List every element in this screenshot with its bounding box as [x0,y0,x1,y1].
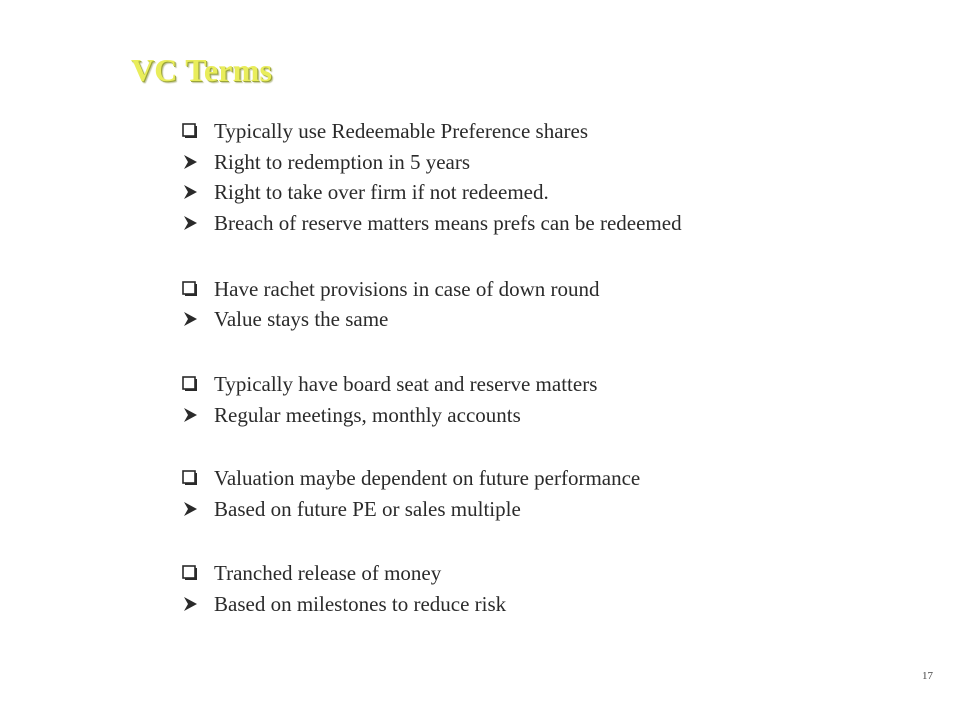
arrow-bullet-icon [180,152,200,172]
bullet-item [180,209,682,237]
bullet-item [180,275,599,303]
bullet-item [180,464,640,492]
arrow-bullet-icon [180,405,200,425]
bullet-item [180,401,521,429]
bullet-text: Typically have board seat and reserve matters [214,371,598,396]
arrow-bullet-icon [180,182,200,202]
square-bullet-icon [180,468,200,488]
arrow-bullet-icon [180,594,200,614]
bullet-item [180,178,549,206]
bullet-text: Breach of reserve matters means prefs can be redeemed [214,210,682,235]
page-number: 17 [922,670,933,682]
bullet-text: Based on milestones to reduce risk [214,591,507,616]
square-bullet-icon [180,374,200,394]
bullet-item [180,590,506,618]
bullet-text: Right to redemption in 5 years [214,149,471,174]
bullet-item [180,117,588,145]
bullet-text: Regular meetings, monthly accounts [214,402,521,427]
square-bullet-icon [180,121,200,141]
bullet-text: Based on future PE or sales multiple [214,496,521,521]
square-bullet-icon [180,279,200,299]
bullet-item [180,559,441,587]
arrow-bullet-icon [180,499,200,519]
bullet-text: Value stays the same [214,306,389,331]
bullet-text: Tranched release of money [214,560,442,585]
bullet-item [180,370,597,398]
square-bullet-icon [180,563,200,583]
bullet-item [180,495,521,523]
bullet-text: Right to take over firm if not redeemed. [214,179,549,204]
bullet-text: Valuation maybe dependent on future performance [214,465,641,490]
bullet-text: Have rachet provisions in case of down round [214,276,600,301]
bullet-item [180,148,470,176]
arrow-bullet-icon [180,213,200,233]
bullet-item [180,305,388,333]
bullet-text: Typically use Redeemable Preference shares [214,118,589,143]
arrow-bullet-icon [180,309,200,329]
slide-title: VC Terms [131,52,273,88]
